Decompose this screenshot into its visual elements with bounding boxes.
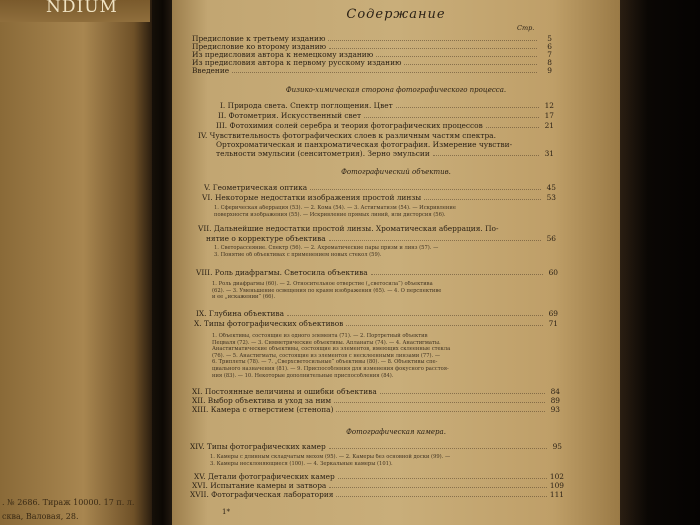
- chapter-subtopics: [214, 205, 552, 218]
- toc-chapter-page: 93: [550, 405, 560, 414]
- toc-chapter-title: I. Природа света. Спектр поглощения. Цвет: [220, 101, 393, 110]
- subtopic-line: и ее „искажении“ (66).: [212, 294, 276, 301]
- toc-entry-page: 8: [547, 58, 552, 67]
- toc-chapter: [218, 111, 554, 120]
- toc-chapter: [194, 319, 558, 328]
- toc-chapter-title: XI. Постоянные величины и ошибки объектива: [192, 387, 377, 396]
- subtopic-line: Анастигматические объективы, состоящие из элементов, имеющих склеенные стекла: [212, 346, 451, 353]
- section-heading: Фотографический объектив.: [341, 168, 451, 176]
- toc-chapter-title: III. Фотохимия солей серебра и теория фотографических процессов: [216, 121, 483, 130]
- toc-chapter-page: 53: [546, 193, 556, 202]
- subtopic-line: Пецваля (72). — 3. Симметрические объективы. Апланаты (74). — 4. Анастигматы.: [212, 339, 441, 346]
- toc-chapter: [192, 387, 560, 396]
- toc-chapter: [194, 472, 564, 481]
- toc-chapter-page: 17: [544, 111, 554, 120]
- contents-heading: Содержание: [346, 7, 446, 22]
- left-page-imprint-line: . № 2686. Тираж 10000. 17 п. л.: [2, 498, 135, 507]
- toc-chapter-page: 56: [546, 234, 556, 243]
- toc-chapter: [206, 234, 556, 243]
- toc-chapter-title: XII. Выбор объектива и уход за ним: [192, 396, 332, 405]
- section-heading: Физико-химическая сторона фотографического процесса.: [285, 86, 507, 94]
- toc-chapter-continuation: Ортохроматическая и панхроматическая фотография. Измерение чувстви-: [216, 140, 513, 149]
- toc-chapter-title: II. Фотометрия. Искусственный свет: [218, 111, 362, 120]
- toc-chapter-title: IV. Чувствительность фотографических слоев к различным частям спектра.: [198, 131, 496, 140]
- toc-entry-page: 7: [547, 50, 552, 59]
- toc-chapter: [196, 309, 558, 318]
- subtopic-line: поверхности изображения (55). — Искривление прямых линий, или дисторсия (56).: [214, 211, 446, 218]
- contents-page: [172, 0, 620, 525]
- chapter-subtopics: [212, 281, 552, 301]
- left-page-title-fragment: NDIUM: [46, 0, 118, 17]
- toc-chapter-title: XIII. Камера с отверстием (стенопа): [192, 405, 334, 414]
- toc-chapter-page: 69: [548, 309, 558, 318]
- subtopic-line: 3. Понятие об объективах с применением новых стекол (59).: [214, 251, 382, 258]
- table-background: [620, 0, 700, 525]
- toc-chapter-page: 111: [549, 490, 564, 499]
- toc-chapter-page: 89: [550, 396, 560, 405]
- toc-chapter-title: VII. Дальнейшие недостатки простой линзы. Хроматическая аберрация. По-: [198, 224, 499, 233]
- left-page-imprint-line: сква, Валовая, 28.: [2, 512, 79, 521]
- toc-chapter-page: 45: [546, 183, 556, 192]
- toc-chapter-title: XIV. Типы фотографических камер: [190, 442, 326, 451]
- signature-mark: 1*: [222, 508, 230, 516]
- toc-entry-title: Предисловие к третьему изданию: [192, 34, 326, 43]
- toc-entry-title: Из предисловия автора к немецкому изданию: [192, 50, 374, 59]
- toc-chapter-title: VIII. Роль диафрагмы. Светосила объектива: [196, 268, 368, 277]
- toc-chapter-page: 84: [550, 387, 560, 396]
- section-heading: Фотографическая камера.: [346, 428, 446, 436]
- toc-chapter: [190, 442, 562, 451]
- toc-entry-page: 5: [547, 34, 552, 43]
- toc-chapter-page: 109: [549, 481, 564, 490]
- toc-entry-page: 9: [547, 66, 552, 75]
- toc-chapter-continuation: нятие о корректуре объектива: [206, 234, 326, 243]
- toc-chapter-title: X. Типы фотографических объективов: [194, 319, 344, 328]
- toc-chapter: [192, 405, 560, 414]
- toc-entry-page: 6: [547, 42, 552, 51]
- left-page: [0, 0, 152, 525]
- toc-chapter: [202, 193, 556, 202]
- toc-chapter-page: 60: [548, 268, 558, 277]
- subtopic-line: 6. Триплеты (78). — 7. „Сверхсветосильные“ объективы (80). — 8. Объективы спе-: [212, 359, 438, 366]
- subtopic-line: 3. Камеры несклоняющиеся (100). — 4. Зеркальные камеры (101).: [210, 460, 393, 467]
- subtopic-line: 1. Камеры с длинным складчатым мехом (95). — 2. Камеры без основной доски (99). —: [210, 454, 451, 460]
- toc-entry-title: Введение: [192, 66, 230, 75]
- toc-chapter-page: 102: [549, 472, 564, 481]
- toc-chapter: [216, 121, 554, 130]
- toc-chapter-title: VI. Некоторые недостатки изображения простой линзы: [202, 193, 422, 202]
- toc-chapter: [192, 481, 564, 490]
- toc-entry-title: Предисловие ко второму изданию: [192, 42, 327, 51]
- toc-chapter-page: 95: [552, 442, 562, 451]
- subtopic-line: циального назначения (81). — 9. Приспособления для изменения фокусного расстоя-: [212, 365, 449, 372]
- subtopic-line: ния (83). — 10. Некоторые дополнительные приспособления (84).: [212, 372, 394, 379]
- toc-chapter-page: 31: [544, 149, 554, 158]
- toc-chapter-page: 21: [544, 121, 554, 130]
- toc-chapter-title: V. Геометрическая оптика: [204, 183, 308, 192]
- toc-chapter: [204, 183, 556, 192]
- subtopic-line: (62). — 3. Уменьшение освещения по краям изображения (65). — 4. О перспективе: [212, 287, 442, 294]
- toc-chapter-title: IX. Глубина объектива: [196, 309, 285, 318]
- toc-chapter: [220, 101, 554, 110]
- toc-chapter: [216, 149, 554, 158]
- chapter-subtopics: [212, 333, 554, 379]
- toc-chapter-title: XV. Детали фотографических камер: [194, 472, 335, 481]
- subtopic-line: 1. Роль диафрагмы (60). — 2. Относительное отверстие („светосила“) объектива: [212, 281, 433, 287]
- toc-chapter: [190, 490, 564, 499]
- subtopic-line: 1. Сферическая аберрация (53). — 2. Кома (54). — 3. Астигматизм (54). — Искривление: [214, 205, 456, 211]
- subtopic-line: 1. Светорассеяние. Спектр (56). — 2. Ахроматические пары призм и линз (57). —: [214, 245, 439, 251]
- chapter-subtopics: [214, 245, 552, 258]
- toc-chapter: [196, 268, 558, 277]
- toc-chapter-title: XVI. Испытание камеры и затвора: [192, 481, 327, 490]
- toc-entry: [192, 66, 552, 75]
- toc-chapter-page: 71: [548, 319, 558, 328]
- toc-chapter-continuation: тельности эмульсии (сенситометрия). Зерно эмульсии: [216, 149, 430, 158]
- chapter-subtopics: [210, 454, 558, 467]
- page-column-label: Стр.: [517, 24, 535, 32]
- subtopic-line: (76). — 5. Анастигматы, состоящие из элементов с несклеенными линзами (77). —: [212, 352, 441, 359]
- toc-chapter: [192, 396, 560, 405]
- toc-chapter-title: XVII. Фотографическая лаборатория: [190, 490, 334, 499]
- subtopic-line: 1. Объективы, состоящие из одного элемента (71). — 2. Портретный объектив: [212, 333, 428, 339]
- toc-entry-title: Из предисловия автора к первому русскому изданию: [192, 58, 402, 67]
- toc-chapter-page: 12: [544, 101, 554, 110]
